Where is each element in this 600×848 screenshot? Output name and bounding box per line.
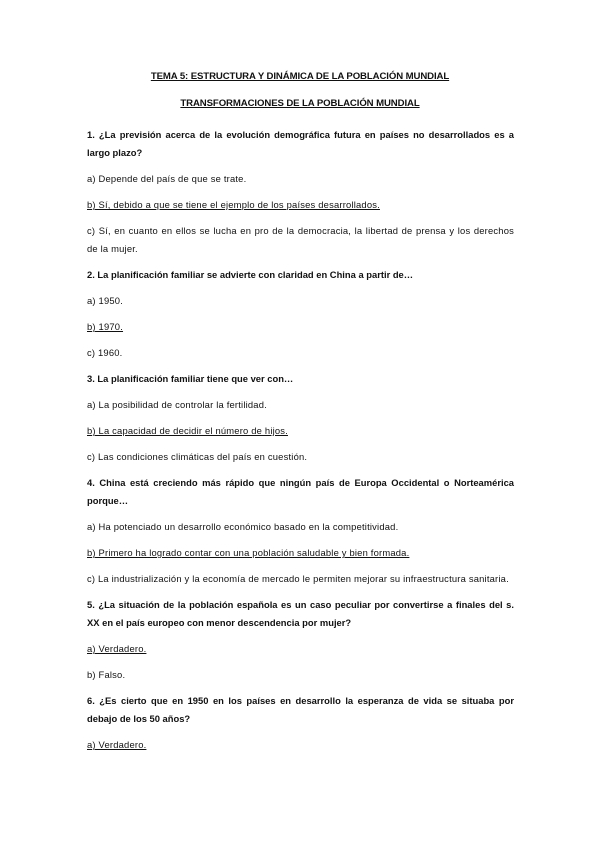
document-subtitle: TRANSFORMACIONES DE LA POBLACIÓN MUNDIAL (180, 98, 420, 109)
q2-option-b-correct: b) 1970. (87, 321, 124, 332)
q4-option-b-correct: b) Primero ha logrado contar con una población saludable y bien formada. (87, 547, 410, 558)
q3-option-b-correct: b) La capacidad de decidir el número de hijos. (87, 425, 288, 436)
q2-option-a: a) 1950. (87, 295, 124, 306)
q4-option-c: c) La industrialización y la economía de mercado le permiten mejorar su infraestructura sanitaria. (87, 573, 509, 584)
q5-option-a-correct: a) Verdadero. (87, 643, 147, 654)
question-3: 3. La planificación familiar tiene que ver con… (87, 373, 294, 384)
q6-option-a-correct: a) Verdadero. (87, 739, 147, 750)
document-title: TEMA 5: ESTRUCTURA Y DINÁMICA DE LA POBLACIÓN MUNDIAL (150, 71, 450, 82)
question-5: 5. ¿La situación de la población española es un caso peculiar por convertirse a finales del s. XX en el país europeo con menor descendencia por mujer? (87, 599, 514, 628)
q4-option-a: a) Ha potenciado un desarrollo económico basado en la competitividad. (87, 521, 399, 532)
q3-option-c: c) Las condiciones climáticas del país en cuestión. (87, 451, 308, 462)
question-list (87, 126, 514, 762)
q5-option-b: b) Falso. (87, 669, 126, 680)
question-1: 1. ¿La previsión acerca de la evolución demográfica futura en países no desarrollados es a largo plazo? (87, 129, 514, 158)
q2-option-c: c) 1960. (87, 347, 123, 358)
question-6: 6. ¿Es cierto que en 1950 en los países en desarrollo la esperanza de vida se situaba por debajo de los 50 años? (87, 695, 514, 724)
q3-option-a: a) La posibilidad de controlar la fertilidad. (87, 399, 267, 410)
q1-option-c: c) Sí, en cuanto en ellos se lucha en pro de la democracia, la libertad de prensa y los derechos de la mujer. (87, 225, 514, 254)
question-2: 2. La planificación familiar se advierte con claridad en China a partir de… (87, 269, 414, 280)
q1-option-a: a) Depende del país de que se trate. (87, 173, 247, 184)
q1-option-b-correct: b) Sí, debido a que se tiene el ejemplo de los países desarrollados. (87, 199, 380, 210)
question-4: 4. China está creciendo más rápido que ningún país de Europa Occidental o Norteamérica porque… (87, 477, 514, 506)
